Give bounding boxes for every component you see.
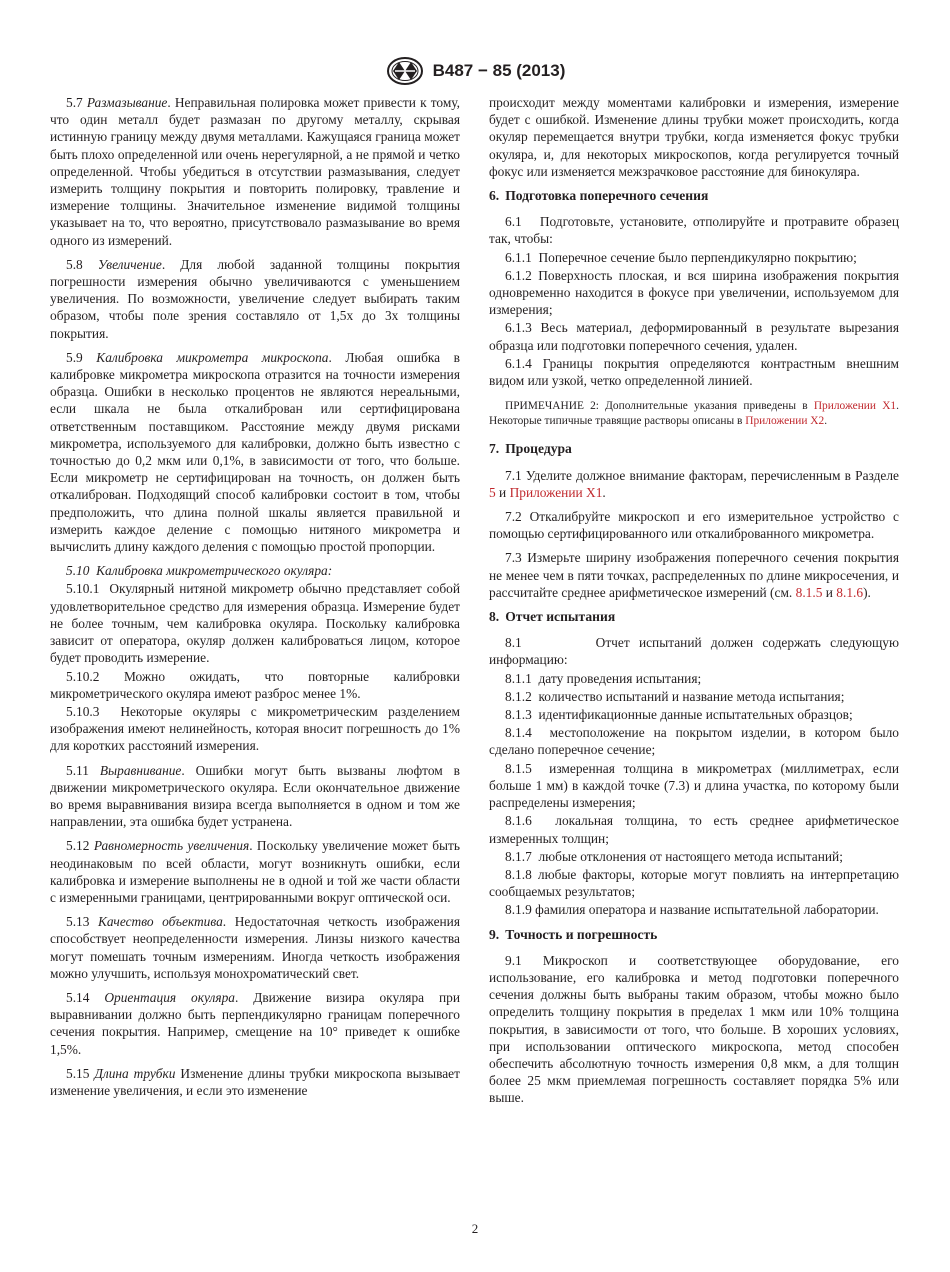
annex-x1-link[interactable]: Приложении X1 — [509, 484, 603, 500]
document-id: B487 − 85 (2013) — [432, 61, 566, 80]
section-6-1-3: 6.1.3 Весь материал, деформированный в результате вырезания образца или подготовки поперечного сечения, удален. — [489, 320, 899, 353]
section-8-1: 8.1 Отчет испытаний должен содержать следующую информацию: — [489, 635, 900, 668]
section-5-8: 5.8 Увеличение. Для любой заданной толщины покрытия погрешности измерения обычно увеличиваются с уменьшением увеличения. По возможности, увеличение следует выбирать таким образом, чтобы поле зрения составляло от 1,5х до 3х толщины покрытия. — [50, 256, 461, 341]
section-5-13: 5.13 Качество объектива. Недостаточная четкость изображения способствует неопределенности измерения. Линзы низкого качества могут помешать точным измерениям. Иногда четкость изображения можно улучшить, используя монохроматический свет. — [50, 914, 461, 981]
section-8-1-5: 8.1.5 измеренная толщина в микрометрах (миллиметрах, если больше 1 мм) в каждой точке (7.3) и длина участка, по которому были распределены измерения; — [489, 760, 899, 811]
page-number: 2 — [471, 1221, 479, 1236]
section-5-10-3: 5.10.3 Некоторые окуляры с микрометрическим разделением изображения имеют нелинейность, которая вносит погрешность до 1% для коротких расстояний измерения. — [50, 703, 460, 754]
section-8-1-3: 8.1.3 идентификационные данные испытательных образцов; — [505, 707, 853, 723]
heading-section-8: 8. Отчет испытания — [489, 609, 616, 625]
section-8-1-8: 8.1.8 любые факторы, которые могут повлиять на интерпретацию сообщаемых результатов; — [489, 866, 899, 900]
annex-x2-link[interactable]: Приложении X2 — [745, 414, 825, 427]
section-6-1-1: 6.1.1 Поперечное сечение было перпендикулярно покрытию; — [505, 249, 857, 265]
section-5-link[interactable]: 5 — [489, 484, 496, 500]
left-column — [50, 94, 460, 1106]
section-6-1-2: 6.1.2 Поверхность плоская, и вся ширина изображения покрытия одновременно находится в фокусе при увеличении, используемом для измерения; — [489, 267, 899, 318]
section-7-2: 7.2 Откалибруйте микроскоп и его измерительное устройство с помощью сертифицированного или откалиброванного микрометра. — [489, 509, 899, 542]
section-5-10-1: 5.10.1 Окулярный нитяной микрометр обычно представляет собой удовлетворительное средство для измерения образца. Измерение будет не более точным, чем калибровка окуляра. Поскольку калибровка зависит от оператора, окуляр должен калиброваться лицом, которое будет проводить измерение. — [50, 581, 461, 666]
heading-section-6: 6. Подготовка поперечного сечения — [489, 188, 709, 204]
section-5-9: 5.9 Калибровка микрометра микроскопа. Любая ошибка в калибровке микрометра микроскопа отразится на точности измерения образца. Ошибки в несколько процентов не являются нереальными, если шкала не была откалиброван или сертифицирована ответственным поставщиком. Расстояние между двумя рисками микрометра, используемого для калибровки, должно быть известно с точностью до 0,2 мкм или 0,1%, в зависимости от того, что больше. Если микрометр не сертифицирован на точность, он должен быть откалиброван. Подходящий способ калибровки состоит в том, чтобы предположить, что длина полной шкалы является правильной и измерить каждое деление с помощью нитяного микрометра и вычислить длину каждого деления с помощью простой пропорции. — [50, 349, 460, 555]
section-6-1: 6.1 Подготовьте, установите, отполируйте и протравите образец так, чтобы: — [489, 214, 900, 247]
section-8-1-9: 8.1.9 фамилия оператора и название испытательной лаборатории. — [505, 902, 879, 918]
section-5-15: 5.15 Длина трубки Изменение длины трубки микроскопа вызывает изменение увеличения, и если это изменение — [50, 1065, 460, 1098]
section-8-1-7: 8.1.7 любые отклонения от настоящего метода испытаний; — [505, 848, 843, 864]
section-8-1-1: 8.1.1 дату проведения испытания; — [505, 670, 702, 686]
section-7-1: 7.1 Уделите должное внимание факторам, перечисленным в Разделе 5 и Приложении X1. — [489, 467, 899, 500]
section-8-1-2: 8.1.2 количество испытаний и название метода испытания; — [505, 688, 845, 704]
section-5-10-2: 5.10.2 Можно ожидать, что повторные калибровки микрометрического окуляра имеют разброс менее 1%. — [50, 668, 460, 701]
section-7-3: 7.3 Измерьте ширину изображения поперечного сечения покрытия не менее чем в пяти точках, распределенных по длине микросечения, и рассчитайте среднее арифметическое измерений (см. 8.1.5 и 8.1.6). — [489, 550, 899, 600]
note-2: ПРИМЕЧАНИЕ 2: Дополнительные указания приведены в Приложении X1. Некоторые типичные травящие растворы описаны в Приложении X2. — [489, 400, 899, 427]
right-column — [489, 94, 899, 1114]
section-5-10: 5.10 Калибровка микрометрического окуляра: — [66, 563, 333, 579]
section-8-1-5-link[interactable]: 8.1.5 — [795, 584, 823, 600]
heading-section-9: 9. Точность и погрешность — [489, 926, 658, 942]
section-8-1-6: 8.1.6 локальная толщина, то есть среднее арифметическое измеренных толщин; — [489, 813, 899, 846]
section-5-12: 5.12 Равномерность увеличения. Поскольку увеличение может быть неодинаковым по всей области, могут возникнуть ошибки, если калибровка и измерение выполнены не в одной и той же части области с измеренными границами, центрированными вокруг оптической оси. — [50, 838, 460, 905]
section-5-7: 5.7 Размазывание. Неправильная полировка может привести к тому, что один металл будет размазан по другому металлу, скрывая истинную границу между двумя металлами. Кажущаяся граница может быть плохо определенной или очень нерегулярной, а не прямой и четко определенной. Чтобы убедиться в отсутствии размазывания, следует измерить толщину покрытия и повторить полировку, травление и измерение толщины. Значительное изменение видимой толщины указывает на то, что вероятно, присутствовало размазывание во время одного из измерений. — [50, 95, 460, 248]
page-header — [0, 56, 950, 86]
heading-section-7: 7. Процедура — [489, 441, 572, 457]
astm-logo-icon — [385, 56, 425, 86]
section-8-1-6-link[interactable]: 8.1.6 — [836, 584, 864, 600]
section-5-15-continued: происходит между моментами калибровки и измерения, измерение будет с ошибкой. Изменение длины трубки может происходить, когда окуляр перемещается внутри трубки, когда изменяется фокус трубки окуляра, и, для некоторых микроскопов, когда регулируется точный фокус или изменяется межзрачковое расстояние для бинокуляра. — [489, 95, 899, 179]
annex-x1-link[interactable]: Приложении X1 — [813, 400, 897, 413]
section-5-11: 5.11 Выравнивание. Ошибки могут быть вызваны люфтом в движении микрометрического окуляра. Если окончательное движение во время выравнивания визира всегда выполняется в одном и том же направлении, эта ошибка будет устранена. — [50, 762, 460, 830]
section-5-14: 5.14 Ориентация окуляра. Движение визира окуляра при выравнивании должно быть перпендикулярно границам поперечного сечения покрытия. Например, смещение на 10° приведет к ошибке 1,5%. — [50, 989, 460, 1057]
section-8-1-4: 8.1.4 местоположение на покрытом изделии, в котором было сделано поперечное сечение; — [489, 725, 899, 758]
section-6-1-4: 6.1.4 Границы покрытия определяются контрастным внешним видом или узкой, четко определенной линией. — [489, 355, 899, 389]
section-9-1: 9.1 Микроскоп и соответствующее оборудование, его использование, его калибровка и метод подготовки поперечного сечения должны быть выбраны таким образом, чтобы можно было определить толщину покрытия в пределах 1 мкм или 10% толщина покрытия, в зависимости от того, что больше. В хороших условиях, при использовании оптического микроскопа, метод способен обеспечить абсолютную точность измерения 0,8 мкм, а для толщин более 25 мкм приемлемая погрешность составляет порядка 5% или выше. — [489, 952, 899, 1106]
